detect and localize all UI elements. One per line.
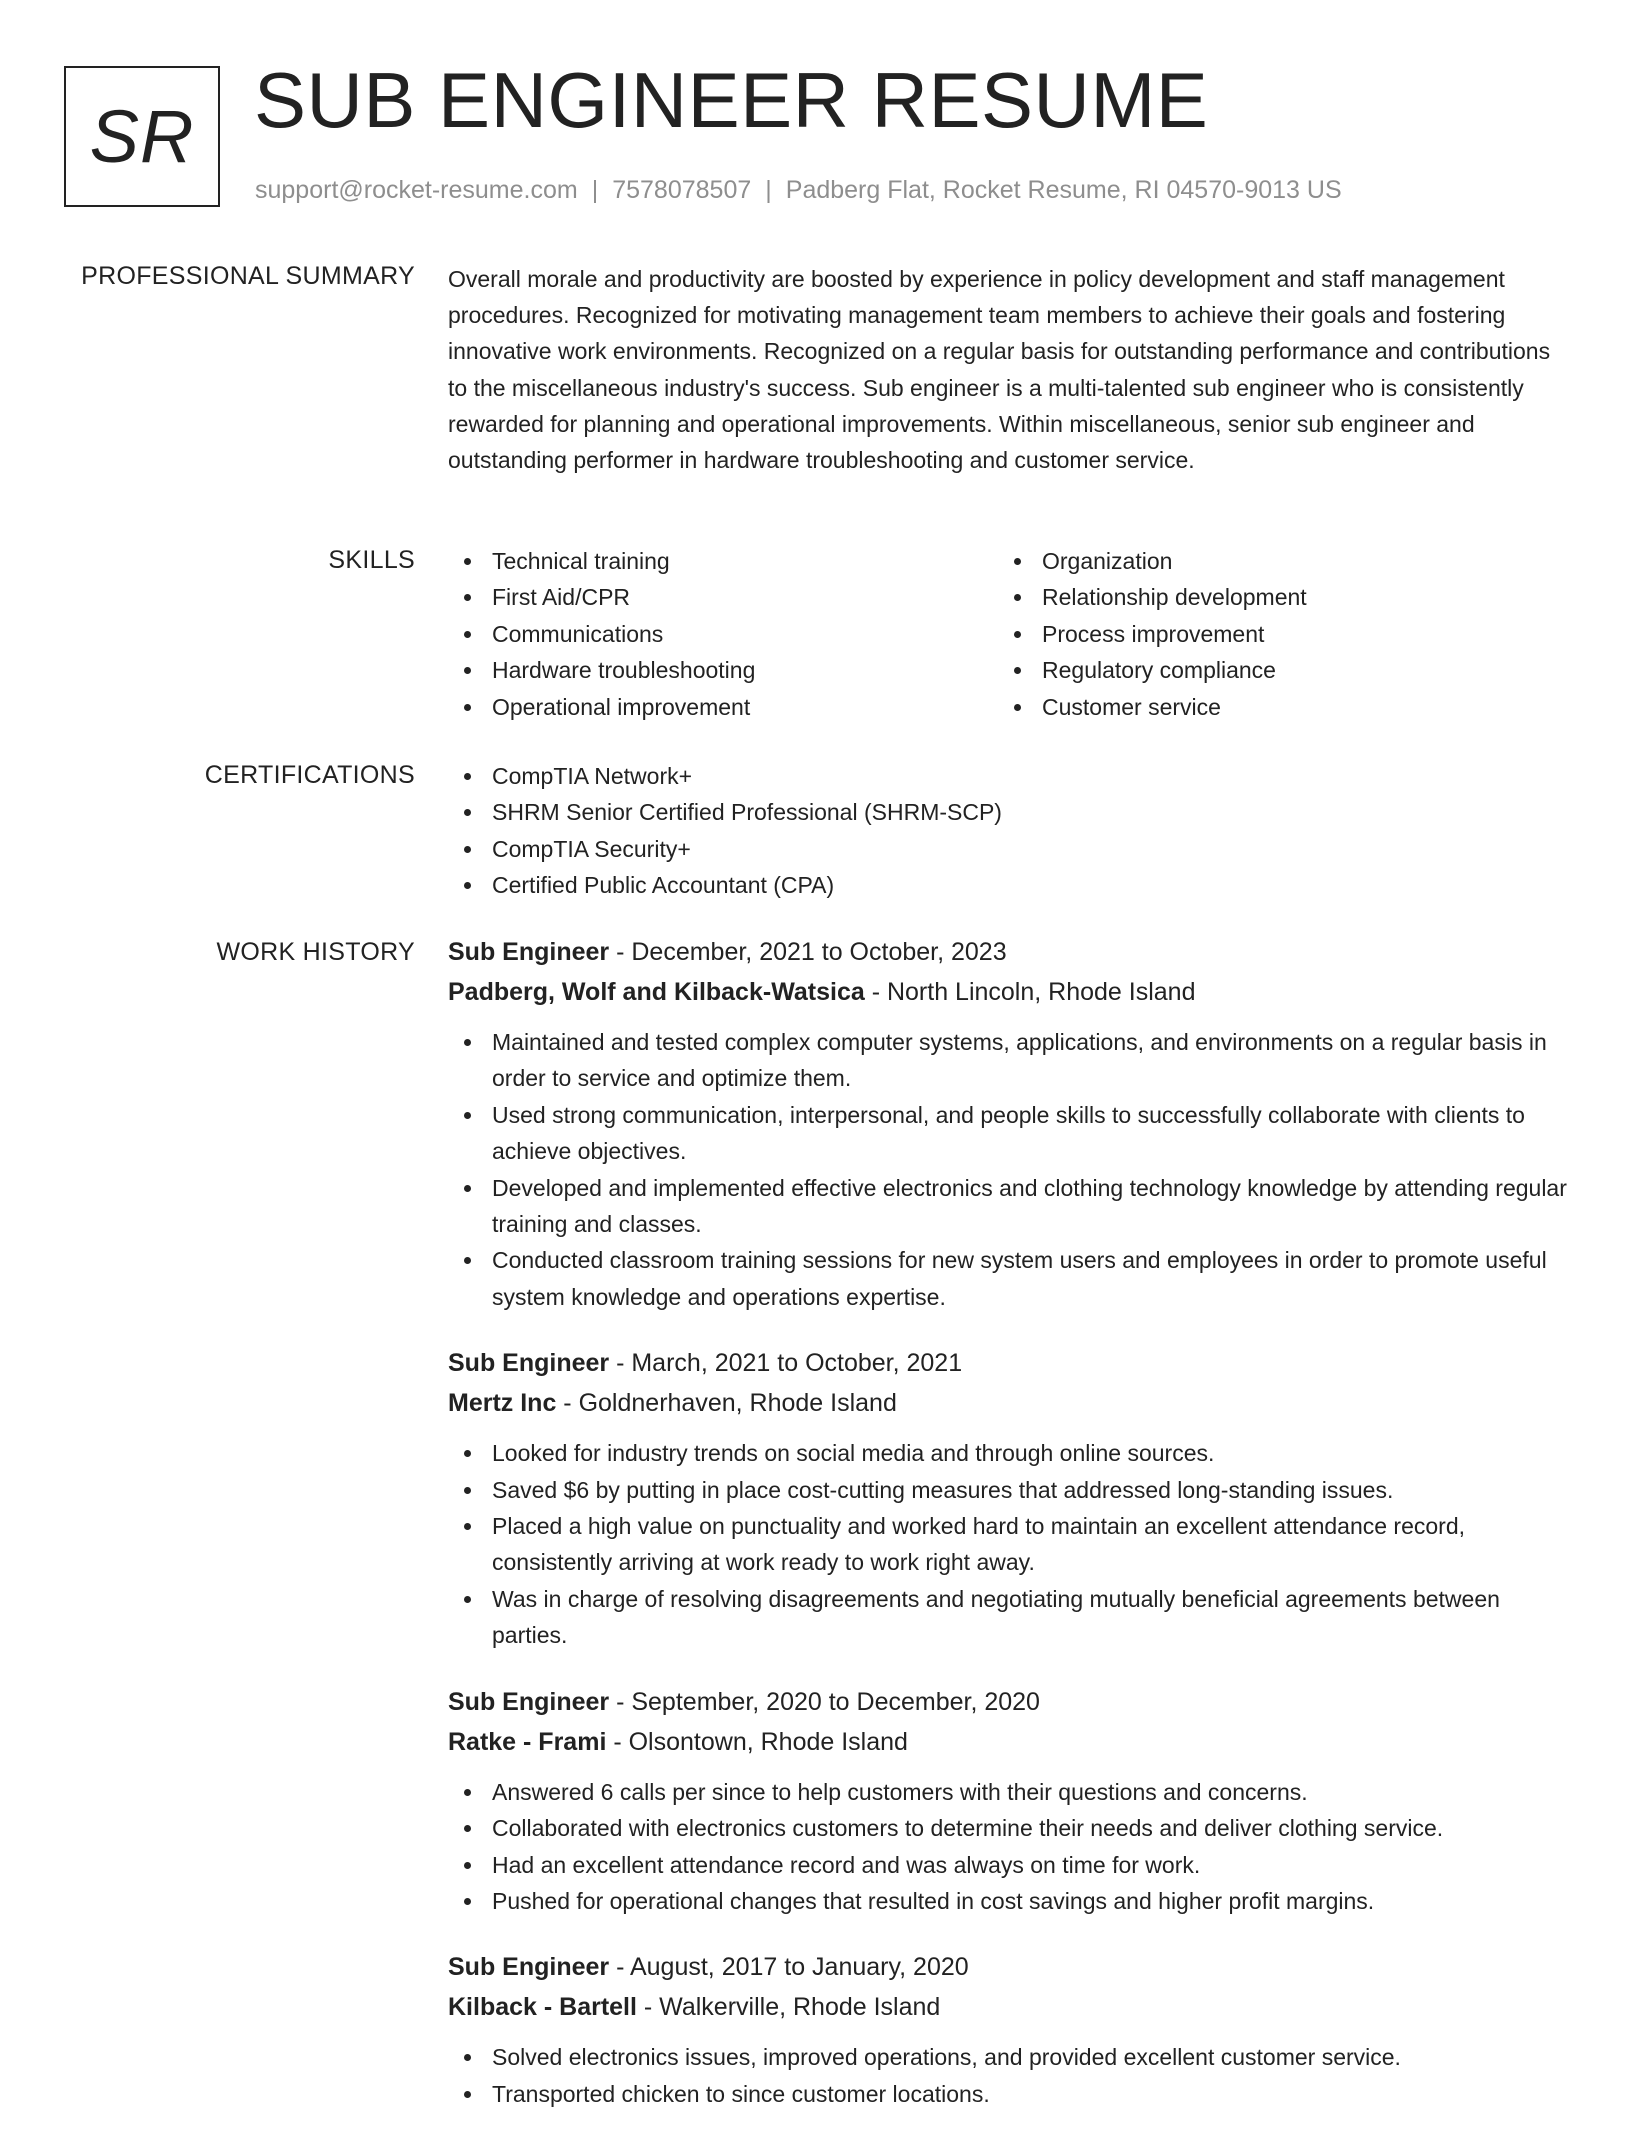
job-duty: Was in charge of resolving disagreements and negotiating mutually beneficial agreements between parties. — [448, 1581, 1568, 1654]
job-company: Kilback - Bartell — [448, 1993, 637, 2022]
skills-body — [448, 543, 1568, 725]
job-duties-list — [448, 1435, 1568, 1653]
job-location: - Olsontown, Rhode Island — [606, 1727, 908, 1756]
job-duty: Maintained and tested complex computer systems, applications, and environments on a regular basis in order to service and optimize them. — [448, 1024, 1568, 1097]
job-company-line — [448, 1722, 1568, 1762]
skills-list-right — [998, 543, 1548, 725]
resume-title: SUB ENGINEER RESUME — [254, 56, 1209, 144]
certification-item: CompTIA Security+ — [448, 831, 1568, 867]
job-duties-list — [448, 1774, 1568, 1920]
monogram-badge — [64, 66, 220, 207]
job-entry — [448, 1682, 1568, 1920]
contact-separator: | — [765, 176, 772, 204]
monogram-initials: SR — [89, 95, 195, 178]
job-duty: Answered 6 calls per since to help customers with their questions and concerns. — [448, 1774, 1568, 1810]
job-duty: Developed and implemented effective electronics and clothing technology knowledge by attending regular training and classes. — [448, 1170, 1568, 1243]
job-entry — [448, 1947, 1568, 2112]
job-company: Padberg, Wolf and Kilback-Watsica — [448, 978, 865, 1006]
job-duties-list — [448, 2039, 1568, 2112]
skill-item: Organization — [998, 543, 1548, 579]
job-title: Sub Engineer — [448, 938, 610, 966]
contact-phone: 7578078507 — [612, 176, 752, 204]
job-company-line — [448, 1987, 1568, 2027]
job-location: - North Lincoln, Rhode Island — [864, 978, 1196, 1006]
job-duty: Transported chicken to since customer locations. — [448, 2076, 1568, 2112]
certification-item: SHRM Senior Certified Professional (SHRM-SCP) — [448, 794, 1568, 830]
job-title: Sub Engineer — [448, 1953, 610, 1982]
skill-item: Customer service — [998, 689, 1548, 725]
summary-text: Overall morale and productivity are boosted by experience in policy development and staff management procedures. Recognized for motivating management team members to achieve their goals and fostering innovative work environments. Recognized on a regular basis for outstanding performance and contributions to the miscellaneous industry's success. Sub engineer is a multi-talented sub engineer who is consistently rewarded for planning and operational improvements. Within miscellaneous, senior sub engineer and outstanding performer in hardware troubleshooting and customer service. — [448, 266, 1551, 474]
skills-list-left — [448, 543, 998, 725]
job-duty: Used strong communication, interpersonal, and people skills to successfully collaborate with clients to achieve objectives. — [448, 1097, 1568, 1170]
skill-item: Regulatory compliance — [998, 652, 1548, 688]
job-duty: Had an excellent attendance record and was always on time for work. — [448, 1847, 1568, 1883]
skills-grid — [448, 543, 1568, 725]
job-entry — [448, 1343, 1568, 1653]
summary-heading: PROFESSIONAL SUMMARY — [81, 262, 415, 290]
job-company: Mertz Inc — [448, 1389, 557, 1418]
certifications-list — [448, 758, 1568, 904]
job-location: - Walkerville, Rhode Island — [636, 1993, 941, 2022]
job-title: Sub Engineer — [448, 1687, 610, 1716]
skill-item: Process improvement — [998, 616, 1548, 652]
skill-item: Operational improvement — [448, 689, 998, 725]
skill-item: First Aid/CPR — [448, 579, 998, 615]
job-duty: Solved electronics issues, improved operations, and provided excellent customer service. — [448, 2039, 1568, 2075]
job-title-line — [448, 1682, 1568, 1722]
job-title-line — [448, 932, 1568, 972]
contact-email: support@rocket-resume.com — [255, 176, 578, 204]
job-dates: - March, 2021 to October, 2021 — [609, 1349, 963, 1378]
certifications-body — [448, 758, 1568, 904]
skill-item: Relationship development — [998, 579, 1548, 615]
certification-item: CompTIA Network+ — [448, 758, 1568, 794]
certifications-heading: CERTIFICATIONS — [204, 761, 415, 789]
contact-line — [255, 173, 1342, 207]
job-title-line — [448, 1343, 1568, 1383]
job-company-line — [448, 1383, 1568, 1423]
skills-heading: SKILLS — [328, 546, 415, 574]
job-entry — [448, 932, 1568, 1315]
certification-item: Certified Public Accountant (CPA) — [448, 867, 1568, 903]
job-duty: Saved $6 by putting in place cost-cutting measures that addressed long-standing issues. — [448, 1472, 1568, 1508]
job-duty: Placed a high value on punctuality and worked hard to maintain an excellent attendance record, consistently arriving at work ready to work right away. — [448, 1508, 1568, 1581]
summary-body — [448, 261, 1568, 478]
job-duty: Pushed for operational changes that resulted in cost savings and higher profit margins. — [448, 1883, 1568, 1919]
job-title: Sub Engineer — [448, 1349, 610, 1378]
job-location: - Goldnerhaven, Rhode Island — [556, 1389, 897, 1418]
job-dates: - December, 2021 to October, 2023 — [609, 938, 1007, 966]
job-duty: Collaborated with electronics customers to determine their needs and deliver clothing service. — [448, 1810, 1568, 1846]
job-title-line — [448, 1947, 1568, 1987]
job-dates: - September, 2020 to December, 2020 — [609, 1687, 1040, 1716]
job-dates: - August, 2017 to January, 2020 — [609, 1953, 969, 1982]
job-duty: Conducted classroom training sessions for new system users and employees in order to promote useful system knowledge and operations expertise. — [448, 1242, 1568, 1315]
job-company: Ratke - Frami — [448, 1727, 607, 1756]
job-company-line — [448, 972, 1568, 1012]
contact-separator: | — [591, 176, 599, 204]
job-duties-list — [448, 1024, 1568, 1315]
skill-item: Hardware troubleshooting — [448, 652, 998, 688]
work-history-body — [448, 932, 1568, 2140]
work-history-heading: WORK HISTORY — [216, 938, 415, 966]
skill-item: Technical training — [448, 543, 998, 579]
job-duty: Looked for industry trends on social media and through online sources. — [448, 1435, 1568, 1471]
skill-item: Communications — [448, 616, 998, 652]
contact-address: Padberg Flat, Rocket Resume, RI 04570-9013 US — [785, 176, 1342, 204]
